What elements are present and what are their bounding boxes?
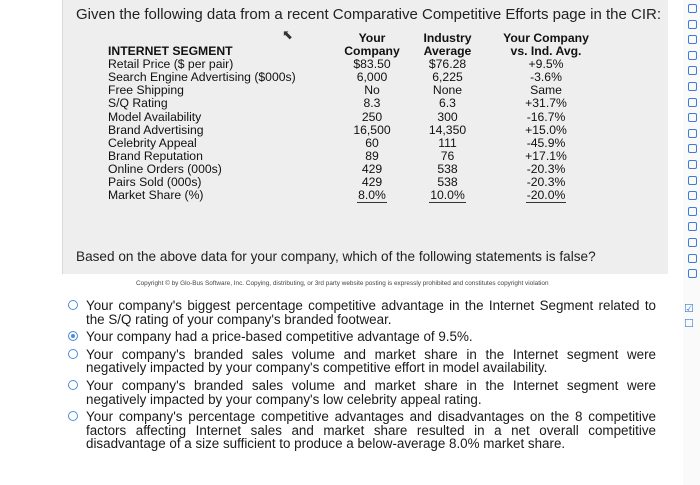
question-nav-square[interactable] xyxy=(688,254,697,263)
question-nav-square[interactable] xyxy=(688,176,697,185)
cell-value: 16,500 xyxy=(353,122,391,137)
row-label: Model Availability xyxy=(108,109,202,124)
question-nav-square[interactable] xyxy=(688,20,697,29)
cell-value: $76.28 xyxy=(428,57,467,72)
question-nav-square[interactable] xyxy=(688,82,697,91)
row-label: Brand Reputation xyxy=(108,148,203,163)
cell-value: 300 xyxy=(437,109,458,124)
question-nav-square[interactable] xyxy=(688,51,697,60)
checkbox-checked-icon[interactable]: ☑ xyxy=(684,303,694,315)
cell-value: 76 xyxy=(440,148,455,163)
cell-value: No xyxy=(364,83,380,98)
cell-value: 111 xyxy=(438,135,457,150)
cell-value xyxy=(489,189,603,202)
cell-value: 429 xyxy=(361,161,383,176)
radio-button-icon[interactable] xyxy=(68,411,78,421)
answer-options xyxy=(66,299,656,455)
radio-button-icon[interactable] xyxy=(68,380,78,390)
col-header: Industry xyxy=(423,31,472,45)
question-nav-square[interactable] xyxy=(688,113,697,122)
answer-option[interactable] xyxy=(66,330,656,344)
question-text: Based on the above data for your company, which of the following statements is false? xyxy=(76,249,596,264)
answer-option-text: Your company's biggest percentage competitive advantage in the Internet Segment related to the S/Q rating of your company's branded footwear. xyxy=(86,298,656,327)
cell-value: -20.3% xyxy=(526,161,566,176)
table-row xyxy=(108,111,603,124)
col-header: Your Company xyxy=(503,31,589,45)
cell-value: 6,225 xyxy=(432,70,463,85)
question-nav-square[interactable] xyxy=(688,238,697,247)
col-header: Average xyxy=(423,44,472,59)
cell-value: 538 xyxy=(437,175,458,190)
table-row xyxy=(108,150,603,163)
answer-option[interactable] xyxy=(66,299,656,326)
cell-value: Same xyxy=(530,83,562,98)
table-row xyxy=(108,137,603,150)
question-nav-square[interactable] xyxy=(688,129,697,138)
row-label: Retail Price ($ per pair) xyxy=(108,57,234,72)
cell-value xyxy=(338,189,406,202)
table-row xyxy=(108,97,603,110)
cell-value: 6.3 xyxy=(439,96,456,111)
cell-value: 6,000 xyxy=(356,70,388,85)
cell-value xyxy=(406,189,489,202)
col-header: Company xyxy=(344,44,400,59)
mouse-cursor-icon: ⬉ xyxy=(282,27,293,42)
question-nav-square[interactable] xyxy=(688,98,697,107)
row-label: Free Shipping xyxy=(108,83,184,98)
question-nav-square[interactable] xyxy=(688,160,697,169)
question-nav-square[interactable] xyxy=(688,144,697,153)
square-outline-icon[interactable]: ☐ xyxy=(684,318,694,330)
question-nav-square[interactable] xyxy=(688,4,697,13)
cell-value: 8.3 xyxy=(363,96,381,111)
radio-button-icon[interactable] xyxy=(68,300,78,310)
cell-value: None xyxy=(432,83,463,98)
answer-option[interactable] xyxy=(66,410,656,451)
question-nav-square[interactable] xyxy=(688,191,697,200)
col-header: vs. Ind. Avg. xyxy=(510,44,582,59)
cell-value: +9.5% xyxy=(528,57,564,72)
comparative-data-table xyxy=(108,32,603,202)
answer-option-text: Your company's percentage competitive advantages and disadvantages on the 8 competitive factors affecting Internet sales and market share resulted in a net overall competitive disadvantage of a size sufficient to produce a below-average 8.0% market share. xyxy=(86,409,656,452)
row-label: S/Q Rating xyxy=(108,96,168,111)
cell-value: +17.1% xyxy=(525,148,567,163)
row-label: Brand Advertising xyxy=(108,122,204,137)
question-nav-square[interactable] xyxy=(688,35,697,44)
table-row xyxy=(108,124,603,137)
cell-value: 538 xyxy=(437,161,458,176)
cell-value: -3.6% xyxy=(530,70,562,85)
cell-value-text: -20.0% xyxy=(526,188,566,203)
answer-option[interactable] xyxy=(66,379,656,406)
copyright-notice: Copyright © by Glo-Bus Software, Inc. Copying, distributing, or 3rd party website posting is expressly prohibited and constitutes copyright violation xyxy=(136,280,549,287)
radio-selected-icon[interactable] xyxy=(68,331,78,341)
question-nav-square[interactable] xyxy=(688,66,697,75)
row-label: Pairs Sold (000s) xyxy=(108,175,202,190)
row-label: Search Engine Advertising ($000s) xyxy=(108,70,296,85)
cell-value: -20.3% xyxy=(526,175,566,190)
table-row xyxy=(108,189,603,202)
question-nav-square[interactable] xyxy=(688,269,697,278)
cell-value: $83.50 xyxy=(353,57,391,72)
question-nav-square[interactable] xyxy=(688,222,697,231)
col-header: INTERNET SEGMENT xyxy=(108,44,233,59)
cell-value: 60 xyxy=(365,135,379,150)
question-nav-square[interactable] xyxy=(688,207,697,216)
cell-value: -45.9% xyxy=(526,135,566,150)
radio-button-icon[interactable] xyxy=(68,349,78,359)
col-header: Your xyxy=(358,31,386,45)
cell-value: +31.7% xyxy=(525,96,567,111)
cell-value: 14,350 xyxy=(428,122,467,137)
cell-value: +15.0% xyxy=(525,122,567,137)
answer-option-text: Your company had a price-based competitive advantage of 9.5%. xyxy=(86,329,473,345)
page-heading: Given the following data from a recent Comparative Competitive Efforts page in the CIR: xyxy=(76,6,662,23)
answer-option-text: Your company's branded sales volume and market share in the Internet segment were negatively impacted by your company's competitive effort in model availability. xyxy=(86,346,656,376)
answer-option-text: Your company's branded sales volume and market share in the Internet segment were negatively impacted by your company's low celebrity appeal rating. xyxy=(86,377,656,407)
row-label: Online Orders (000s) xyxy=(108,161,222,176)
cell-value: 429 xyxy=(361,175,383,190)
cell-value-text: 10.0% xyxy=(430,188,465,203)
row-label: Celebrity Appeal xyxy=(108,135,197,150)
cell-value-text: 8.0% xyxy=(358,188,386,203)
cell-value: 89 xyxy=(365,148,379,163)
answer-option[interactable] xyxy=(66,348,656,375)
cell-value: 250 xyxy=(361,109,383,124)
cell-value: -16.7% xyxy=(526,109,566,124)
row-label: Market Share (%) xyxy=(108,188,204,203)
